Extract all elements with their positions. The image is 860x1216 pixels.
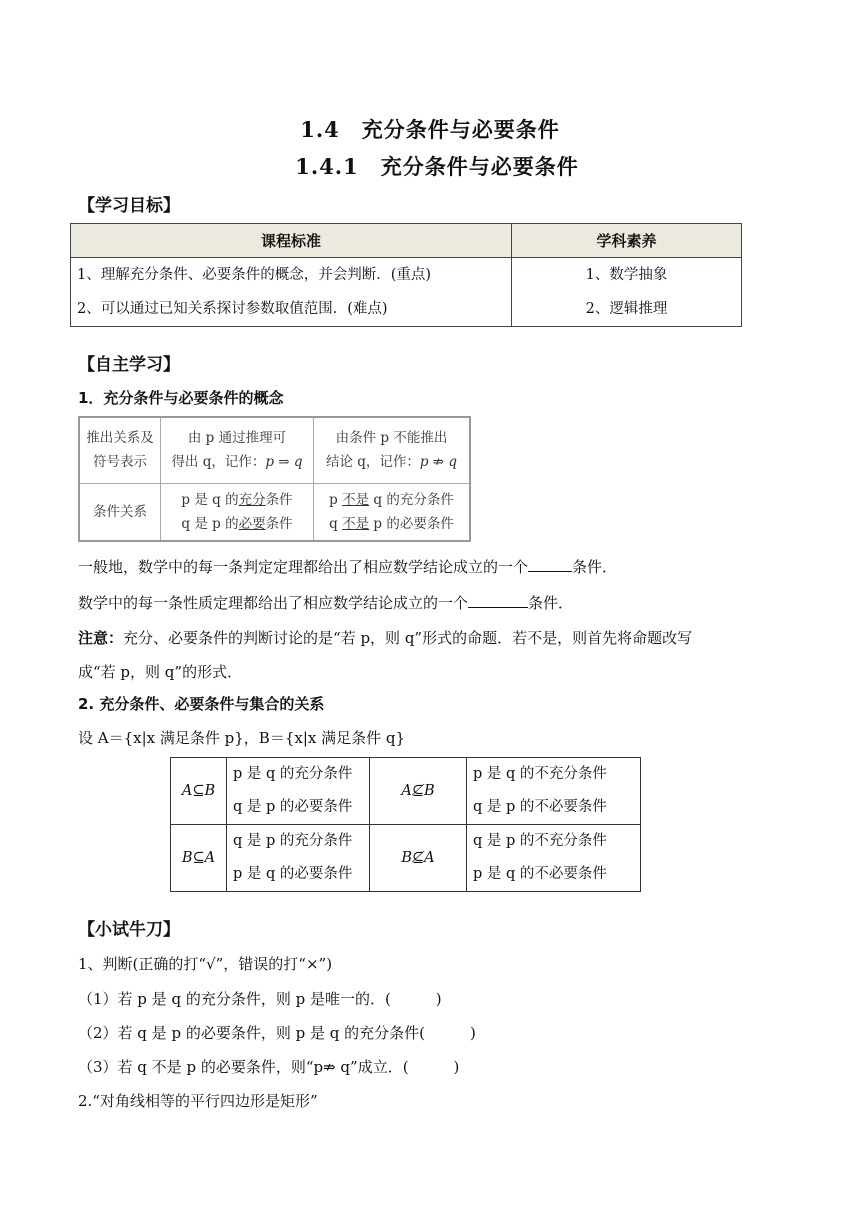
cell-a-not-subset-b-desc xyxy=(467,758,641,825)
cell-b-subset-a: B⊆A xyxy=(171,825,227,892)
set-definition: 设 A＝{x|x 满足条件 p}，B＝{x|x 满足条件 q} xyxy=(78,729,406,747)
a-sub-b-line-1: p 是 q 的充分条件 xyxy=(233,766,353,782)
b-sub-a-line-1: q 是 p 的充分条件 xyxy=(233,833,353,849)
cell-a-subset-b: A⊆B xyxy=(171,758,227,825)
concept-not-implies-l2: 结论 q，记作： xyxy=(325,454,420,471)
sets-table xyxy=(170,757,641,892)
concept-cell-relation xyxy=(79,417,161,483)
not-sufficient-underlined: 不是 xyxy=(342,491,370,508)
not-necessary-post: p 的必要条件 xyxy=(373,515,454,532)
cell-a-not-subset-b: A⊈B xyxy=(370,758,467,825)
paragraph-property-theorem xyxy=(78,592,573,613)
not-sufficient-post: q 的充分条件 xyxy=(373,491,454,508)
note-text-1: 充分、必要条件的判断讨论的是“若 p，则 q”形式的命题．若不是，则首先将命题改写 xyxy=(123,629,693,647)
goals-header-literacy: 学科素养 xyxy=(512,224,742,258)
para2-text: 数学中的每一条性质定理都给出了相应数学结论成立的一个 xyxy=(78,594,469,612)
goals-header-standard: 课程标准 xyxy=(71,224,512,258)
cell-a-subset-b-desc xyxy=(227,758,370,825)
concept-implies-l1: 由 p 通过推理可 xyxy=(187,430,287,447)
para2-end: 条件． xyxy=(528,594,574,612)
concept-cell-not-implies xyxy=(314,417,471,483)
goal-literacy-1: 1、数学抽象 xyxy=(585,267,668,283)
note-label: 注意： xyxy=(78,629,124,647)
not-sufficient-pre: p xyxy=(329,491,338,508)
cell-b-not-subset-a-desc xyxy=(467,825,641,892)
b-sub-a-line-2: p 是 q 的必要条件 xyxy=(233,866,353,882)
concept-relation-l2: 符号表示 xyxy=(93,454,147,471)
answer-blank-1[interactable] xyxy=(528,557,572,572)
a-sub-b-line-2: q 是 p 的必要条件 xyxy=(233,799,353,815)
concept-cell-condition: 条件关系 xyxy=(79,483,161,541)
sufficient-pre: p 是 q 的 xyxy=(181,491,239,508)
goals-table xyxy=(70,223,742,327)
b-nsub-a-line-1: q 是 p 的不充分条件 xyxy=(473,833,607,849)
cell-b-not-subset-a: B⊈A xyxy=(370,825,467,892)
sufficient-post: 条件 xyxy=(265,491,293,508)
necessary-pre: q 是 p 的 xyxy=(181,515,239,532)
note-line-1 xyxy=(78,627,692,648)
section-heading-goals: 【学习目标】 xyxy=(78,196,180,216)
subheading-concept: 1．充分条件与必要条件的概念 xyxy=(78,389,284,407)
not-necessary-underlined: 不是 xyxy=(342,515,370,532)
implies-formula: p ⇒ q xyxy=(265,454,303,471)
question-1-item-2: （2）若 q 是 p 的必要条件，则 p 是 q 的充分条件( ) xyxy=(78,1024,476,1042)
concept-table xyxy=(78,416,471,542)
question-1-item-3: （3）若 q 不是 p 的必要条件，则“p⇏ q”成立．( ) xyxy=(78,1058,460,1076)
concept-not-implies-l1: 由条件 p 不能推出 xyxy=(335,430,448,447)
section-heading-try: 【小试牛刀】 xyxy=(78,920,180,940)
necessary-post: 条件 xyxy=(265,515,293,532)
para1-end: 条件． xyxy=(572,558,618,576)
goals-standard-cell xyxy=(71,258,512,327)
necessary-underlined: 必要 xyxy=(238,515,266,532)
answer-blank-2[interactable] xyxy=(468,593,528,608)
paragraph-judgment-theorem xyxy=(78,556,617,577)
concept-cell-implies xyxy=(161,417,314,483)
concept-cell-not-sufficient xyxy=(314,483,471,541)
cell-b-subset-a-desc xyxy=(227,825,370,892)
question-1: 1、判断(正确的打“√”，错误的打“×”) xyxy=(78,955,333,973)
subheading-sets: 2. 充分条件、必要条件与集合的关系 xyxy=(78,695,325,713)
concept-implies-l2: 得出 q，记作： xyxy=(171,454,266,471)
a-nsub-b-line-2: q 是 p 的不必要条件 xyxy=(473,799,607,815)
page-title: 1.4 充分条件与必要条件 xyxy=(300,117,560,142)
page-subtitle: 1.4.1 充分条件与必要条件 xyxy=(295,154,579,179)
concept-relation-l1: 推出关系及 xyxy=(86,430,154,447)
goal-standard-1: 1、理解充分条件、必要条件的概念，并会判断．(重点) xyxy=(77,267,432,283)
question-2: 2.“对角线相等的平行四边形是矩形” xyxy=(78,1092,318,1110)
para1-text: 一般地，数学中的每一条判定定理都给出了相应数学结论成立的一个 xyxy=(78,558,529,576)
goal-standard-2: 2、可以通过已知关系探讨参数取值范围．(难点) xyxy=(77,301,388,317)
section-heading-self-study: 【自主学习】 xyxy=(78,355,180,375)
a-nsub-b-line-1: p 是 q 的不充分条件 xyxy=(473,766,607,782)
question-1-item-1: （1）若 p 是 q 的充分条件，则 p 是唯一的．( ) xyxy=(78,990,442,1008)
b-nsub-a-line-2: p 是 q 的不必要条件 xyxy=(473,866,607,882)
not-implies-formula: p ⇏ q xyxy=(419,454,458,471)
concept-cell-sufficient xyxy=(161,483,314,541)
note-line-2: 成“若 p，则 q”的形式． xyxy=(78,663,243,681)
goal-literacy-2: 2、逻辑推理 xyxy=(585,301,668,317)
goals-literacy-cell xyxy=(512,258,742,327)
not-necessary-pre: q xyxy=(329,515,338,532)
sufficient-underlined: 充分 xyxy=(238,491,266,508)
